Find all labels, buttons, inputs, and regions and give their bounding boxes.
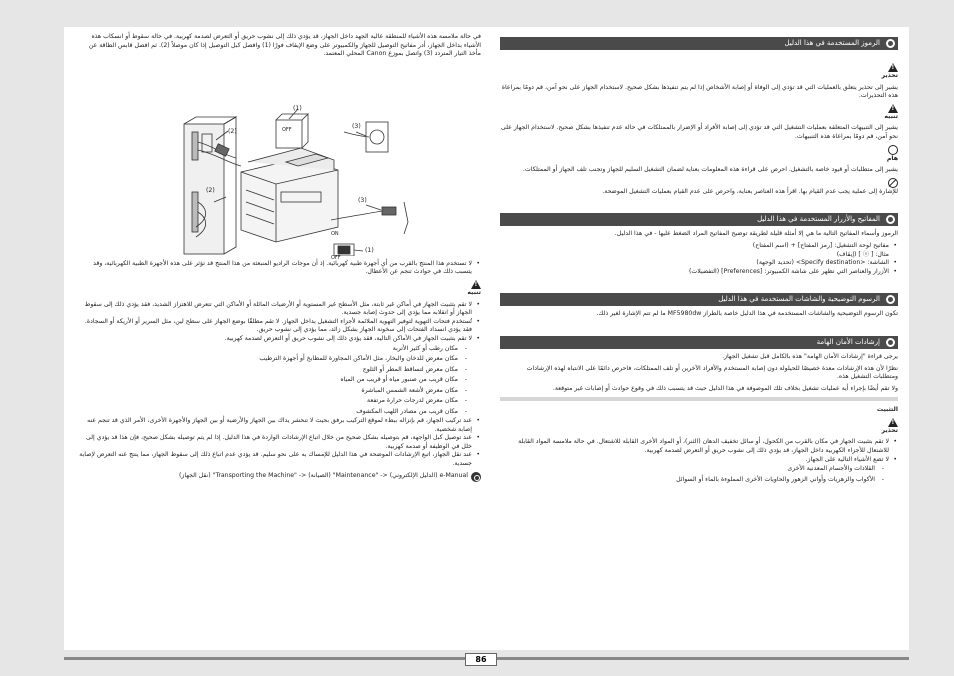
- list-item: • الشاشة: <Specify destination> (تحديد الوجهة): [500, 259, 889, 268]
- section-header-illustrations: [500, 293, 898, 306]
- section-title: المفاتيح والأزرار المستخدمة في هذا الدليل: [757, 215, 880, 224]
- list-item: • تُستخدم فتحات التهوية لتوفير التهوية الملائمة لأجزاء التشغيل بداخل الجهاز. لا تقم مطلقًا بوضع الجهاز على سطح لين، مثل السرير أو الأريكة أو السجادة. فقد يؤدي انسداد الفتحات إلى سخونة الجهاز بشكل زائد، مما يؤدي إلى نشوب حريق.: [76, 318, 472, 335]
- printer-illustration: [76, 62, 481, 256]
- list-item: - مكان معرض لدرجات حرارة مرتفعة: [76, 396, 458, 407]
- warning-label: تحذير: [881, 72, 898, 79]
- important-label: هام: [886, 154, 898, 162]
- switch-on-label: ON: [331, 230, 339, 237]
- list-item: - القلادات والأجسام المعدنية الأخرى: [500, 464, 875, 475]
- list-item: - مكان معرض للدخان والبخار، مثل الأماكن المجاورة للمطابخ أو أجهزة الترطيب: [76, 354, 458, 365]
- right-column: [500, 37, 898, 488]
- warning-label-row: [500, 418, 898, 427]
- caution-text: يشير إلى التنبيهات المتعلقة بعمليات التشغيل التي قد تؤدي إلى إصابة الأفراد أو الإضرار بالممتلكات في حالة عدم تنفيذها بشكل صحيح. لاستخدام الجهاز على نحو آمن، قم دومًا بمراعاة هذه التنبيهات.: [500, 124, 898, 140]
- prohibited-text: للإشارة إلى عملية يجب عدم القيام بها. اقرأ هذه العناصر بعناية، واحرص على عدم القيام بعمليات التشغيل الموضحة.: [602, 187, 898, 195]
- list-item: - مكان قريب من مصادر اللهب المكشوف: [76, 407, 458, 418]
- callout-3: (3): [352, 122, 361, 130]
- list-item: • عند توصيل كبل الواجهة، قم بتوصيله بشكل صحيح من خلال اتباع الإرشادات الواردة في هذا الدليل. إذا لم يتم توصيله بشكل صحيح، فإن هذا قد يؤدي إلى خلل في الوظيفة أو صدمة كهربية.: [76, 434, 472, 451]
- keys-intro: الرموز وأسماء المفاتيح التالية ما هي إلا أمثلة قليلة لطريقة توضيح المفاتيح المراد الضغط عليها - في هذا الدليل.: [614, 230, 898, 238]
- caution-label: تنبيه: [467, 288, 481, 296]
- list-item: • مفاتيح لوحة التشغيل: [رمز المفتاح] + (اسم المفتاح) مثال: [ ⓢ ] (إيقاف): [500, 242, 889, 259]
- list-item: - مكان قريب من صنبور مياه أو قريب من المياه: [76, 375, 458, 386]
- list-item: • لا تقم بتثبيت الجهاز في أماكن غير ثابتة، مثل الأسطح غير المستوية أو الأرضيات المائلة أو الأماكن التي تتعرض للاهتزاز الشديد، فقد يؤدي ذلك إلى سقوط الجهاز أو انقلابه مما يؤدي إلى حدوث إصابة جسدية.: [76, 301, 472, 318]
- list-item: - مكان معرض لأشعة الشمس المباشرة: [76, 386, 458, 397]
- warning-label: تحذير: [881, 426, 898, 434]
- reference-icon: [471, 472, 481, 482]
- switch-off-label: OFF: [282, 126, 292, 133]
- section-header-symbols: [500, 37, 898, 50]
- section-bullet-icon: [886, 295, 895, 304]
- callout-2: (2): [206, 186, 215, 194]
- prohibited-icon: [888, 178, 898, 188]
- prohibited-label-row: [500, 178, 898, 188]
- divider: [500, 397, 898, 401]
- location-list: [76, 344, 472, 418]
- list-item: • لا تقم بتثبيت الجهاز في مكان بالقرب من الكحول، أو سائل تخفيف الدهان (الثنر)، أو المواد الأخرى القابلة للاشتعال. في حالة ملامسة المواد القابلة للاشتعال للأجزاء الكهربية داخل الجهاز، قد يؤدي ذلك إلى نشوب حريق أو التعرض لصدمة كهربية.: [500, 438, 889, 455]
- safety-text-1: يرجى قراءة "إرشادات الأمان الهامة" هذه بالكامل قبل تشغيل الجهاز.: [722, 352, 898, 360]
- reference-text[interactable]: e-Manual (الدليل الإلكتروني) <- "Maintenance" (الصيانة) <- "Transporting the Machine" (نقل الجهاز): [178, 472, 468, 480]
- warning-text: يشير إلى تحذير يتعلق بالعمليات التي قد تؤدي إلى الوفاة أو إصابة الأشخاص إذا لم يتم تنفيذها بشكل صحيح. لاستخدام الجهاز على نحو آمن، قم دومًا بمراعاة هذه التحذيرات.: [501, 83, 898, 100]
- caution-label-row: [500, 104, 898, 113]
- list-item: • الأزرار والعناصر التي تظهر على شاشة الكمبيوتر: [Preferences] (التفضيلات): [500, 268, 889, 277]
- caution-label: تنبيه: [884, 112, 898, 120]
- installation-heading: التثبيت: [876, 406, 898, 414]
- disconnect-illustration: [76, 62, 481, 261]
- caution-list: [76, 301, 481, 469]
- page: [64, 27, 909, 664]
- warning-icon: [888, 63, 898, 72]
- left-column: [76, 33, 481, 482]
- section-bullet-icon: [886, 338, 895, 347]
- intro-paragraph: في حالة ملامسة هذه الأشياء للمنطقة عالية الجهد داخل الجهاز، قد يؤدي ذلك إلى نشوب حريق أو التعرض لصدمة كهربية. في حالة سقوط أو انسكاب هذه الأشياء بداخل الجهاز، أدر مفاتيح التوصيل للجهاز والكمبيوتر على وضع الإيقاف فورًا (1) وافصل كبل التوصيل إذا كان موصلاً (2). ثم افصل قابس الطاقة عن مأخذ التيار المتردد (3) واتصل بموزع Canon المحلي المعتمد.: [88, 33, 481, 58]
- section-bullet-icon: [886, 39, 895, 48]
- page-number: 86: [465, 653, 497, 666]
- callout-1: (1): [365, 246, 374, 254]
- list-item: • لا تقم بتثبيت الجهاز في الأماكن التالية، فقد يؤدي ذلك إلى نشوب حريق أو التعرض لصدمة كهربية. - مكان رطب أو كثير الأتربة - مكان معرض للدخان والبخار، مثل الأماكن المجاورة للمطابخ أو أجهزة الترطيب - مكان معرض لتساقط المطر أو الثلوج - مكان قريب من صنبور مياه أو قريب من المياه - مكان معرض لأشعة الشمس المباشرة - مكان معرض لدرجات حرارة مرتفعة - مكان قريب من مصادر اللهب المكشوف: [76, 335, 472, 417]
- list-item: - مكان رطب أو كثير الأتربة: [76, 344, 458, 355]
- section-title: الرسوم التوضيحية والشاشات المستخدمة في هذا الدليل: [718, 295, 880, 304]
- list-item: • لا تستخدم هذا المنتج بالقرب من أي أجهزة طبية كهربائية. إذ أن موجات الراديو المنبعثة من هذا المنتج قد تؤثر على هذه الأجهزة الطبية الكهربائية، وقد يتسبب ذلك في حوادث تنجم عن الأعطال.: [76, 260, 472, 277]
- section-header-safety: [500, 336, 898, 349]
- list-item: • عند نقل الجهاز، اتبع الإرشادات الموضحة في هذا الدليل للإمساك به على نحو سليم. قد يؤدي عدم اتباع ذلك إلى سقوط الجهاز، مما ينتج عنه التعرض لإصابة جسدية.: [76, 451, 472, 468]
- keys-list: [500, 242, 898, 276]
- important-label-row: [500, 145, 898, 155]
- warning-label-row: [500, 63, 898, 72]
- caution-icon: [888, 104, 898, 113]
- medical-warning-list: [76, 260, 481, 277]
- caution-label-row: [76, 280, 481, 289]
- callout-1: (1): [293, 104, 302, 112]
- important-icon: [888, 145, 898, 155]
- callout-2: (2): [228, 127, 237, 135]
- switch-off-label: OFF: [331, 254, 341, 261]
- caution-icon: [471, 280, 481, 289]
- section-title: إرشادات الأمان الهامة: [816, 337, 880, 346]
- section-header-keys: [500, 213, 898, 226]
- list-item: - مكان معرض لتساقط المطر أو الثلوج: [76, 365, 458, 376]
- important-text: يشير إلى متطلبات أو قيود خاصة بالتشغيل. احرص على قراءة هذه المعلومات بعناية لضمان التشغيل السليم للجهاز وتجنب تلف الجهاز أو الممتلكات.: [522, 166, 898, 174]
- callout-3: (3): [358, 196, 367, 204]
- list-item: • لا تضع الأشياء التالية على الجهاز. - القلادات والأجسام المعدنية الأخرى - الأكواب والزهريات وأواني الزهور والحاويات الأخرى المملوءة بالماء أو السوائل: [500, 456, 889, 486]
- illustrations-text: تكون الرسوم التوضيحية والشاشات المستخدمة في هذا الدليل خاصة بالطراز MF5980dw ما لم تتم الإشارة لغير ذلك.: [596, 310, 898, 318]
- list-item: - الأكواب والزهريات وأواني الزهور والحاويات الأخرى المملوءة بالماء أو السوائل: [500, 475, 875, 486]
- section-bullet-icon: [886, 215, 895, 224]
- warning-icon: [888, 418, 898, 427]
- list-item: • عند تركيب الجهاز، قم بإنزاله ببطء لموقع التركيب برفق بحيث لا تنحشر يداك بين الجهاز والأرضية أو بين الجهاز والأجهزة الأخرى، الأمر الذي قد تنجم عنه إصابة شخصية.: [76, 417, 472, 434]
- install-warning-list: [500, 438, 898, 485]
- safety-text-2: نظرًا لأن هذه الإرشادات معدة خصيصًا للحيلولة دون إصابة المستخدم والأفراد الآخرين أو تلف الممتلكات، فاحرص دائمًا على الانتباه لهذه الإرشادات ومتطلبات التشغيل هذه.: [526, 364, 898, 381]
- manual-reference[interactable]: [76, 472, 481, 482]
- section-title: الرموز المستخدمة في هذا الدليل: [784, 39, 880, 47]
- safety-text-3: ولا تقم أيضًا بإجراء أية عمليات تشغيل بخلاف تلك الموصوفة في هذا الدليل حيث قد يتسبب ذلك في وقوع حوادث أو إصابات غير متوقعة.: [552, 384, 898, 392]
